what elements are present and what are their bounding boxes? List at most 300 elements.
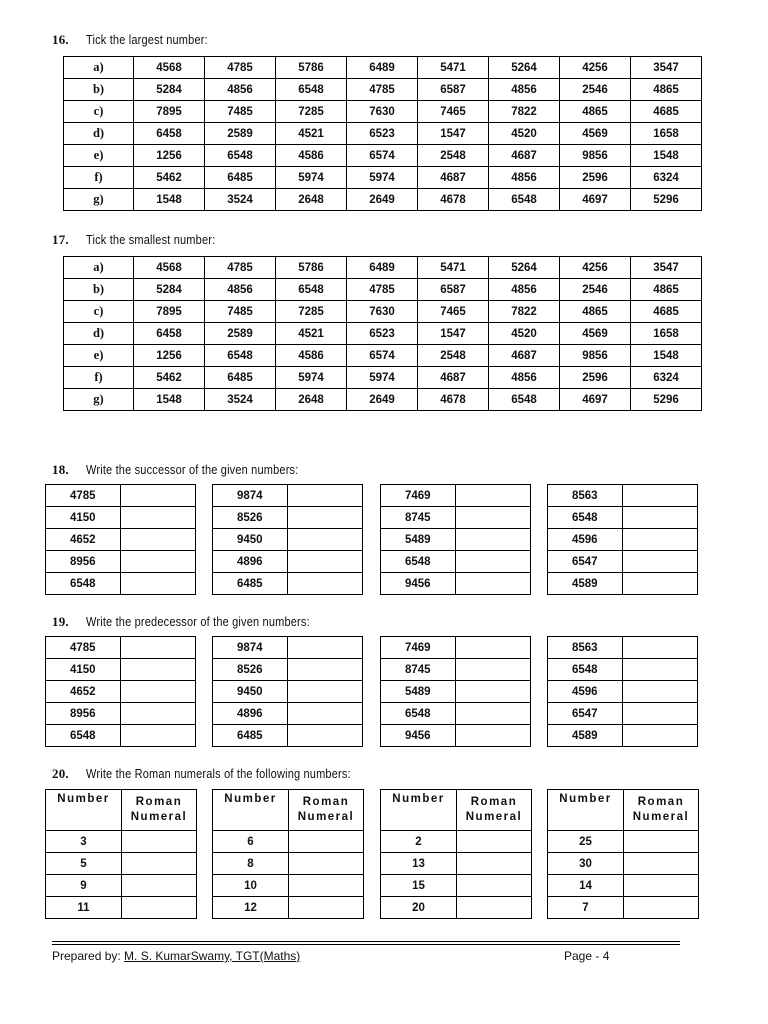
answer-cell[interactable] bbox=[121, 529, 196, 551]
given-number: 2 bbox=[381, 831, 457, 853]
number-cell[interactable]: 4865 bbox=[631, 279, 702, 301]
header-number-text: Number bbox=[224, 793, 277, 805]
number-cell[interactable]: 3524 bbox=[205, 189, 276, 211]
number-cell[interactable]: 4521 bbox=[276, 123, 347, 145]
given-number: 9 bbox=[46, 875, 122, 897]
answer-cell[interactable] bbox=[456, 703, 531, 725]
answer-cell[interactable] bbox=[623, 485, 698, 507]
number-cell[interactable]: 2649 bbox=[347, 189, 418, 211]
table-row bbox=[381, 659, 531, 681]
number-cell[interactable]: 4568 bbox=[134, 57, 205, 79]
header-numeral-text: Numeral bbox=[130, 811, 188, 823]
table-row bbox=[64, 279, 702, 301]
table-row bbox=[381, 507, 531, 529]
answer-cell[interactable] bbox=[623, 659, 698, 681]
number-cell[interactable]: 2589 bbox=[205, 323, 276, 345]
given-number: 4896 bbox=[213, 551, 288, 573]
table-row bbox=[213, 507, 363, 529]
number-cell[interactable]: 4687 bbox=[489, 145, 560, 167]
table-row bbox=[548, 551, 698, 573]
table-row bbox=[64, 257, 702, 279]
number-cell[interactable]: 4865 bbox=[560, 301, 631, 323]
number-cell[interactable]: 4569 bbox=[560, 323, 631, 345]
table-row bbox=[64, 79, 702, 101]
answer-cell[interactable] bbox=[624, 875, 699, 897]
table-row bbox=[381, 875, 532, 897]
table-row bbox=[548, 681, 698, 703]
smallest-number-table bbox=[63, 256, 702, 411]
table-row bbox=[64, 57, 702, 79]
table-row bbox=[46, 875, 197, 897]
number-cell[interactable]: 4685 bbox=[631, 301, 702, 323]
table-row bbox=[46, 659, 196, 681]
number-cell[interactable]: 5264 bbox=[489, 257, 560, 279]
answer-cell[interactable] bbox=[121, 725, 196, 747]
largest-number-table bbox=[63, 56, 702, 211]
number-cell[interactable]: 2596 bbox=[560, 367, 631, 389]
given-number: 7469 bbox=[381, 485, 456, 507]
given-number: 25 bbox=[548, 831, 624, 853]
table-row bbox=[46, 681, 196, 703]
answer-cell[interactable] bbox=[289, 831, 364, 853]
number-cell[interactable]: 6587 bbox=[418, 79, 489, 101]
answer-cell[interactable] bbox=[456, 681, 531, 703]
answer-cell[interactable] bbox=[288, 551, 363, 573]
number-cell[interactable]: 7822 bbox=[489, 101, 560, 123]
number-cell[interactable]: 5471 bbox=[418, 257, 489, 279]
header-numeral-text: Numeral bbox=[297, 811, 355, 823]
answer-cell[interactable] bbox=[121, 485, 196, 507]
given-number: 6548 bbox=[381, 703, 456, 725]
number-cell[interactable]: 5284 bbox=[134, 279, 205, 301]
number-cell[interactable]: 6548 bbox=[205, 345, 276, 367]
given-number: 4652 bbox=[46, 529, 121, 551]
row-label: e) bbox=[64, 145, 134, 167]
number-cell[interactable]: 4865 bbox=[560, 101, 631, 123]
number-cell[interactable]: 2648 bbox=[276, 389, 347, 411]
number-cell[interactable]: 4521 bbox=[276, 323, 347, 345]
answer-cell[interactable] bbox=[457, 853, 532, 875]
answer-cell[interactable] bbox=[288, 573, 363, 595]
number-cell[interactable]: 4865 bbox=[631, 79, 702, 101]
question-number: 17. bbox=[52, 232, 69, 247]
number-cell[interactable]: 4568 bbox=[134, 257, 205, 279]
number-cell[interactable]: 4687 bbox=[418, 167, 489, 189]
table-row bbox=[381, 897, 532, 919]
number-cell[interactable]: 6485 bbox=[205, 367, 276, 389]
number-cell[interactable]: 7630 bbox=[347, 301, 418, 323]
number-cell[interactable]: 6485 bbox=[205, 167, 276, 189]
answer-cell[interactable] bbox=[122, 831, 197, 853]
number-cell[interactable]: 5974 bbox=[347, 367, 418, 389]
number-cell[interactable]: 1256 bbox=[134, 145, 205, 167]
answer-cell[interactable] bbox=[288, 507, 363, 529]
question-text: Write the Roman numerals of the following numbers: bbox=[86, 767, 351, 781]
number-cell[interactable]: 6324 bbox=[631, 167, 702, 189]
answer-cell[interactable] bbox=[121, 681, 196, 703]
answer-cell[interactable] bbox=[456, 573, 531, 595]
number-cell[interactable]: 4697 bbox=[560, 189, 631, 211]
number-cell[interactable]: 1548 bbox=[134, 189, 205, 211]
given-number: 8526 bbox=[213, 507, 288, 529]
header-roman-text: Roman bbox=[637, 796, 685, 808]
answer-cell[interactable] bbox=[623, 637, 698, 659]
number-cell[interactable]: 6548 bbox=[489, 189, 560, 211]
answer-cell[interactable] bbox=[122, 853, 197, 875]
roman-numeral-table bbox=[547, 789, 699, 919]
table-row bbox=[213, 725, 363, 747]
number-cell[interactable]: 5296 bbox=[631, 389, 702, 411]
answer-cell[interactable] bbox=[456, 551, 531, 573]
table-row bbox=[213, 853, 364, 875]
given-number: 8956 bbox=[46, 703, 121, 725]
given-number: 8745 bbox=[381, 659, 456, 681]
table-row bbox=[548, 573, 698, 595]
table-row bbox=[64, 323, 702, 345]
table-row bbox=[548, 897, 699, 919]
number-answer-table bbox=[45, 484, 196, 595]
table-row bbox=[548, 831, 699, 853]
table-row bbox=[46, 703, 196, 725]
table-row bbox=[46, 507, 196, 529]
given-number: 6547 bbox=[548, 551, 623, 573]
number-cell[interactable]: 4856 bbox=[205, 79, 276, 101]
number-cell[interactable]: 1547 bbox=[418, 323, 489, 345]
given-number: 9874 bbox=[213, 637, 288, 659]
number-cell[interactable]: 4678 bbox=[418, 389, 489, 411]
given-number: 4785 bbox=[46, 637, 121, 659]
number-cell[interactable]: 6548 bbox=[489, 389, 560, 411]
number-cell[interactable]: 7285 bbox=[276, 101, 347, 123]
number-cell[interactable]: 7465 bbox=[418, 301, 489, 323]
table-row bbox=[64, 189, 702, 211]
answer-cell[interactable] bbox=[456, 725, 531, 747]
number-cell[interactable]: 6489 bbox=[347, 57, 418, 79]
footer-page-number: Page - 4 bbox=[564, 949, 610, 963]
question-20-title bbox=[52, 766, 387, 782]
given-number: 8 bbox=[213, 853, 289, 875]
answer-cell[interactable] bbox=[457, 897, 532, 919]
number-cell[interactable]: 6548 bbox=[276, 79, 347, 101]
question-text: Write the predecessor of the given numbers: bbox=[86, 615, 310, 629]
answer-cell[interactable] bbox=[122, 897, 197, 919]
number-cell[interactable]: 6458 bbox=[134, 123, 205, 145]
table-row bbox=[213, 637, 363, 659]
number-cell[interactable]: 6574 bbox=[347, 145, 418, 167]
number-cell[interactable]: 7895 bbox=[134, 101, 205, 123]
number-cell[interactable]: 1548 bbox=[631, 145, 702, 167]
answer-cell[interactable] bbox=[457, 831, 532, 853]
number-cell[interactable]: 2589 bbox=[205, 123, 276, 145]
given-number: 8526 bbox=[213, 659, 288, 681]
number-cell[interactable]: 4785 bbox=[205, 57, 276, 79]
number-cell[interactable]: 6523 bbox=[347, 123, 418, 145]
number-cell[interactable]: 1658 bbox=[631, 123, 702, 145]
number-cell[interactable]: 4785 bbox=[347, 79, 418, 101]
number-cell[interactable]: 6523 bbox=[347, 323, 418, 345]
given-number: 7 bbox=[548, 897, 624, 919]
number-cell[interactable]: 4685 bbox=[631, 101, 702, 123]
answer-cell[interactable] bbox=[289, 897, 364, 919]
number-answer-table bbox=[45, 636, 196, 747]
number-cell[interactable]: 4856 bbox=[489, 167, 560, 189]
table-row bbox=[64, 145, 702, 167]
answer-cell[interactable] bbox=[456, 507, 531, 529]
question-text: Tick the largest number: bbox=[86, 33, 208, 47]
row-label: a) bbox=[64, 257, 134, 279]
table-row bbox=[548, 853, 699, 875]
table-row bbox=[213, 573, 363, 595]
answer-cell[interactable] bbox=[624, 853, 699, 875]
answer-cell[interactable] bbox=[623, 681, 698, 703]
number-cell[interactable]: 2649 bbox=[347, 389, 418, 411]
number-cell[interactable]: 1548 bbox=[631, 345, 702, 367]
table-row bbox=[213, 897, 364, 919]
number-cell[interactable]: 6458 bbox=[134, 323, 205, 345]
number-cell[interactable]: 5284 bbox=[134, 79, 205, 101]
table-row bbox=[381, 573, 531, 595]
row-label: c) bbox=[64, 301, 134, 323]
given-number: 9450 bbox=[213, 681, 288, 703]
header-roman-text: Roman bbox=[135, 796, 183, 808]
number-cell[interactable]: 6548 bbox=[276, 279, 347, 301]
answer-cell[interactable] bbox=[623, 529, 698, 551]
table-row bbox=[46, 725, 196, 747]
header-numeral-text: Numeral bbox=[632, 811, 690, 823]
row-label: g) bbox=[64, 189, 134, 211]
row-label: d) bbox=[64, 123, 134, 145]
number-cell[interactable]: 4785 bbox=[347, 279, 418, 301]
number-cell[interactable]: 5974 bbox=[347, 167, 418, 189]
header-number bbox=[548, 790, 624, 831]
number-cell[interactable]: 6587 bbox=[418, 279, 489, 301]
answer-cell[interactable] bbox=[624, 897, 699, 919]
answer-cell[interactable] bbox=[289, 875, 364, 897]
given-number: 11 bbox=[46, 897, 122, 919]
number-cell[interactable]: 7465 bbox=[418, 101, 489, 123]
number-cell[interactable]: 4520 bbox=[489, 323, 560, 345]
number-cell[interactable]: 5462 bbox=[134, 167, 205, 189]
given-number: 8563 bbox=[548, 637, 623, 659]
table-row bbox=[381, 485, 531, 507]
header-roman-numeral bbox=[624, 790, 699, 831]
number-cell[interactable]: 7822 bbox=[489, 301, 560, 323]
number-cell[interactable]: 1548 bbox=[134, 389, 205, 411]
answer-cell[interactable] bbox=[456, 637, 531, 659]
table-row bbox=[381, 551, 531, 573]
header-roman-text: Roman bbox=[470, 796, 518, 808]
number-cell[interactable]: 4785 bbox=[205, 257, 276, 279]
answer-cell[interactable] bbox=[457, 875, 532, 897]
answer-cell[interactable] bbox=[623, 551, 698, 573]
number-cell[interactable]: 5264 bbox=[489, 57, 560, 79]
given-number: 6 bbox=[213, 831, 289, 853]
number-cell[interactable]: 6324 bbox=[631, 367, 702, 389]
number-cell[interactable]: 1256 bbox=[134, 345, 205, 367]
number-cell[interactable]: 5296 bbox=[631, 189, 702, 211]
answer-cell[interactable] bbox=[121, 573, 196, 595]
header-number-text: Number bbox=[392, 793, 445, 805]
answer-cell[interactable] bbox=[121, 659, 196, 681]
table-row bbox=[64, 101, 702, 123]
number-cell[interactable]: 1547 bbox=[418, 123, 489, 145]
answer-cell[interactable] bbox=[288, 725, 363, 747]
number-cell[interactable]: 7485 bbox=[205, 101, 276, 123]
number-cell[interactable]: 2548 bbox=[418, 145, 489, 167]
number-cell[interactable]: 7630 bbox=[347, 101, 418, 123]
number-cell[interactable]: 5462 bbox=[134, 367, 205, 389]
answer-cell[interactable] bbox=[623, 573, 698, 595]
number-cell[interactable]: 2648 bbox=[276, 189, 347, 211]
number-cell[interactable]: 2546 bbox=[560, 79, 631, 101]
header-number-text: Number bbox=[57, 793, 110, 805]
answer-cell[interactable] bbox=[456, 659, 531, 681]
given-number: 8956 bbox=[46, 551, 121, 573]
table-row bbox=[381, 681, 531, 703]
given-number: 15 bbox=[381, 875, 457, 897]
number-cell[interactable]: 5786 bbox=[276, 57, 347, 79]
table-row bbox=[548, 875, 699, 897]
answer-cell[interactable] bbox=[288, 485, 363, 507]
number-cell[interactable]: 3547 bbox=[631, 57, 702, 79]
answer-cell[interactable] bbox=[288, 681, 363, 703]
number-cell[interactable]: 4856 bbox=[205, 279, 276, 301]
given-number: 5489 bbox=[381, 529, 456, 551]
row-label: b) bbox=[64, 279, 134, 301]
answer-cell[interactable] bbox=[288, 637, 363, 659]
number-cell[interactable]: 5471 bbox=[418, 57, 489, 79]
table-row bbox=[381, 703, 531, 725]
footer-credit bbox=[52, 949, 300, 963]
table-row bbox=[46, 853, 197, 875]
header-roman-numeral bbox=[457, 790, 532, 831]
number-cell[interactable]: 6574 bbox=[347, 345, 418, 367]
given-number: 6548 bbox=[548, 507, 623, 529]
question-number: 18. bbox=[52, 462, 69, 477]
number-cell[interactable]: 4256 bbox=[560, 257, 631, 279]
answer-cell[interactable] bbox=[288, 529, 363, 551]
answer-cell[interactable] bbox=[121, 551, 196, 573]
number-cell[interactable]: 9856 bbox=[560, 145, 631, 167]
given-number: 6548 bbox=[46, 573, 121, 595]
answer-cell[interactable] bbox=[288, 659, 363, 681]
header-number bbox=[46, 790, 122, 831]
answer-cell[interactable] bbox=[288, 703, 363, 725]
question-number: 20. bbox=[52, 766, 69, 781]
number-cell[interactable]: 4520 bbox=[489, 123, 560, 145]
table-row bbox=[46, 529, 196, 551]
given-number: 4785 bbox=[46, 485, 121, 507]
number-cell[interactable]: 2548 bbox=[418, 345, 489, 367]
number-answer-table bbox=[380, 484, 531, 595]
number-cell[interactable]: 4687 bbox=[418, 367, 489, 389]
number-cell[interactable]: 7285 bbox=[276, 301, 347, 323]
number-cell[interactable]: 6489 bbox=[347, 257, 418, 279]
table-row bbox=[64, 367, 702, 389]
given-number: 13 bbox=[381, 853, 457, 875]
answer-cell[interactable] bbox=[623, 507, 698, 529]
header-number bbox=[381, 790, 457, 831]
given-number: 6548 bbox=[381, 551, 456, 573]
table-row bbox=[64, 123, 702, 145]
answer-cell[interactable] bbox=[623, 725, 698, 747]
given-number: 9874 bbox=[213, 485, 288, 507]
answer-cell[interactable] bbox=[121, 637, 196, 659]
table-row bbox=[46, 485, 196, 507]
number-cell[interactable]: 4687 bbox=[489, 345, 560, 367]
answer-cell[interactable] bbox=[623, 703, 698, 725]
table-row bbox=[381, 529, 531, 551]
answer-cell[interactable] bbox=[624, 831, 699, 853]
table-row bbox=[46, 831, 197, 853]
table-row bbox=[64, 167, 702, 189]
table-row bbox=[213, 529, 363, 551]
number-cell[interactable]: 4856 bbox=[489, 367, 560, 389]
number-cell[interactable]: 3524 bbox=[205, 389, 276, 411]
number-cell[interactable]: 2546 bbox=[560, 279, 631, 301]
table-row bbox=[46, 897, 197, 919]
footer-divider bbox=[52, 941, 680, 942]
table-row bbox=[213, 659, 363, 681]
row-label: c) bbox=[64, 101, 134, 123]
answer-cell[interactable] bbox=[456, 529, 531, 551]
row-label: a) bbox=[64, 57, 134, 79]
number-cell[interactable]: 4678 bbox=[418, 189, 489, 211]
number-cell[interactable]: 7485 bbox=[205, 301, 276, 323]
number-cell[interactable]: 4256 bbox=[560, 57, 631, 79]
header-row bbox=[381, 790, 532, 831]
answer-cell[interactable] bbox=[289, 853, 364, 875]
question-number: 19. bbox=[52, 614, 69, 629]
answer-cell[interactable] bbox=[121, 507, 196, 529]
number-cell[interactable]: 4697 bbox=[560, 389, 631, 411]
footer-author: M. S. KumarSwamy, TGT(Maths) bbox=[124, 949, 301, 963]
number-cell[interactable]: 6548 bbox=[205, 145, 276, 167]
number-cell[interactable]: 4856 bbox=[489, 279, 560, 301]
answer-cell[interactable] bbox=[456, 485, 531, 507]
question-text: Tick the smallest number: bbox=[86, 233, 216, 247]
table-row bbox=[548, 485, 698, 507]
answer-cell[interactable] bbox=[122, 875, 197, 897]
number-cell[interactable]: 5974 bbox=[276, 167, 347, 189]
number-cell[interactable]: 4586 bbox=[276, 145, 347, 167]
row-label: g) bbox=[64, 389, 134, 411]
number-cell[interactable]: 5974 bbox=[276, 367, 347, 389]
number-cell[interactable]: 4569 bbox=[560, 123, 631, 145]
number-cell[interactable]: 2596 bbox=[560, 167, 631, 189]
given-number: 5 bbox=[46, 853, 122, 875]
number-cell[interactable]: 3547 bbox=[631, 257, 702, 279]
header-roman-numeral bbox=[289, 790, 364, 831]
header-row bbox=[548, 790, 699, 831]
given-number: 3 bbox=[46, 831, 122, 853]
number-cell[interactable]: 4586 bbox=[276, 345, 347, 367]
number-cell[interactable]: 4856 bbox=[489, 79, 560, 101]
number-cell[interactable]: 5786 bbox=[276, 257, 347, 279]
number-cell[interactable]: 1658 bbox=[631, 323, 702, 345]
table-row bbox=[548, 529, 698, 551]
number-cell[interactable]: 9856 bbox=[560, 345, 631, 367]
table-row bbox=[381, 637, 531, 659]
question-17-title bbox=[52, 232, 233, 248]
header-roman-text: Roman bbox=[302, 796, 350, 808]
given-number: 6548 bbox=[548, 659, 623, 681]
given-number: 4589 bbox=[548, 573, 623, 595]
given-number: 6548 bbox=[46, 725, 121, 747]
given-number: 8745 bbox=[381, 507, 456, 529]
number-cell[interactable]: 7895 bbox=[134, 301, 205, 323]
answer-cell[interactable] bbox=[121, 703, 196, 725]
